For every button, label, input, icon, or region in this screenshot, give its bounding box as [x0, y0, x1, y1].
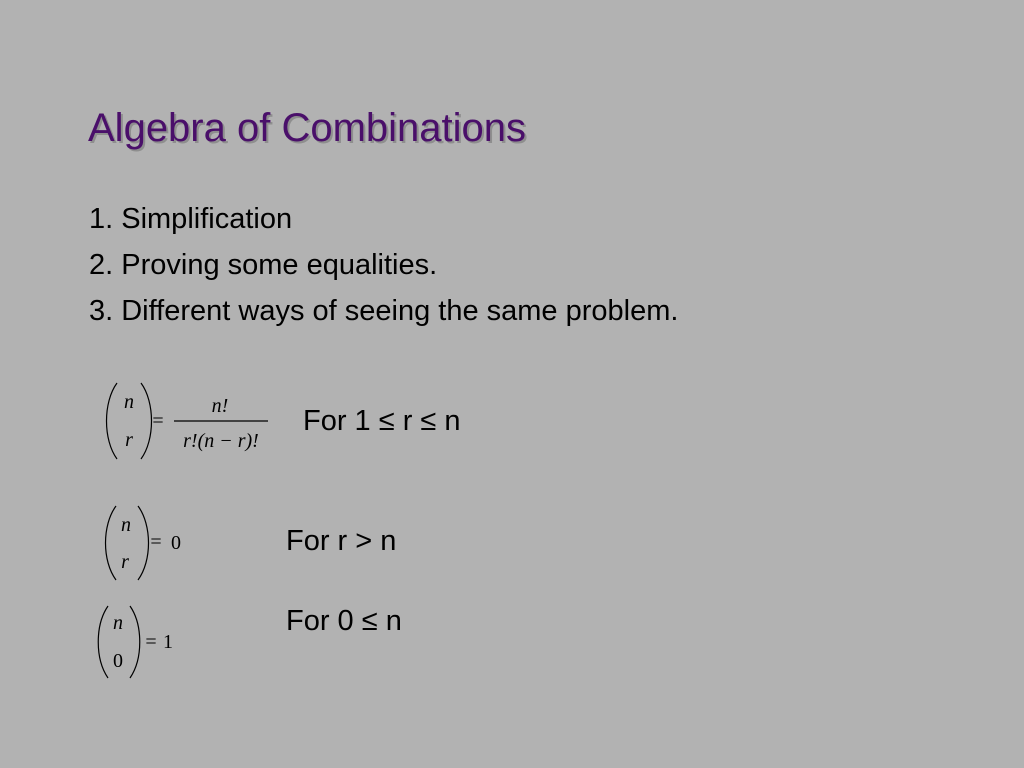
binomial-formula-zero: [103, 503, 193, 583]
condition-text: For 0 ≤ n: [286, 605, 402, 637]
binomial-bottom: r: [125, 429, 133, 451]
formula-svg: [96, 603, 186, 683]
slide-title: Algebra of Combinations: [88, 106, 527, 150]
right-paren: [141, 383, 152, 459]
list-item: 2. Proving some equalities.: [89, 249, 438, 281]
binomial-top: n: [121, 514, 131, 536]
binomial-formula-one: [96, 603, 186, 683]
left-paren: [106, 506, 117, 580]
equals-sign: =: [152, 410, 164, 432]
left-paren: [98, 606, 108, 678]
list-item: 1. Simplification: [89, 203, 293, 235]
list-item: 3. Different ways of seeing the same problem.: [89, 295, 679, 327]
left-paren: [107, 383, 118, 459]
binomial-top: n: [113, 612, 123, 634]
equals-sign: =: [145, 631, 157, 653]
condition-text: For 1 ≤ r ≤ n: [303, 405, 461, 437]
condition-text: For r > n: [286, 525, 397, 557]
right-paren: [130, 606, 140, 678]
formula-svg: [104, 380, 284, 462]
formula-result: 0: [171, 532, 181, 554]
right-paren: [138, 506, 149, 580]
formula-svg: [103, 503, 193, 583]
binomial-formula-general: [104, 380, 284, 462]
binomial-top: n: [124, 391, 134, 413]
fraction-numerator: n!: [211, 395, 229, 417]
fraction-denominator: r!(n − r)!: [183, 430, 259, 452]
topic-list: [89, 196, 678, 334]
equals-sign: =: [150, 531, 162, 553]
binomial-bottom: 0: [113, 650, 123, 672]
binomial-bottom: r: [121, 551, 129, 573]
formula-result: 1: [163, 631, 173, 653]
